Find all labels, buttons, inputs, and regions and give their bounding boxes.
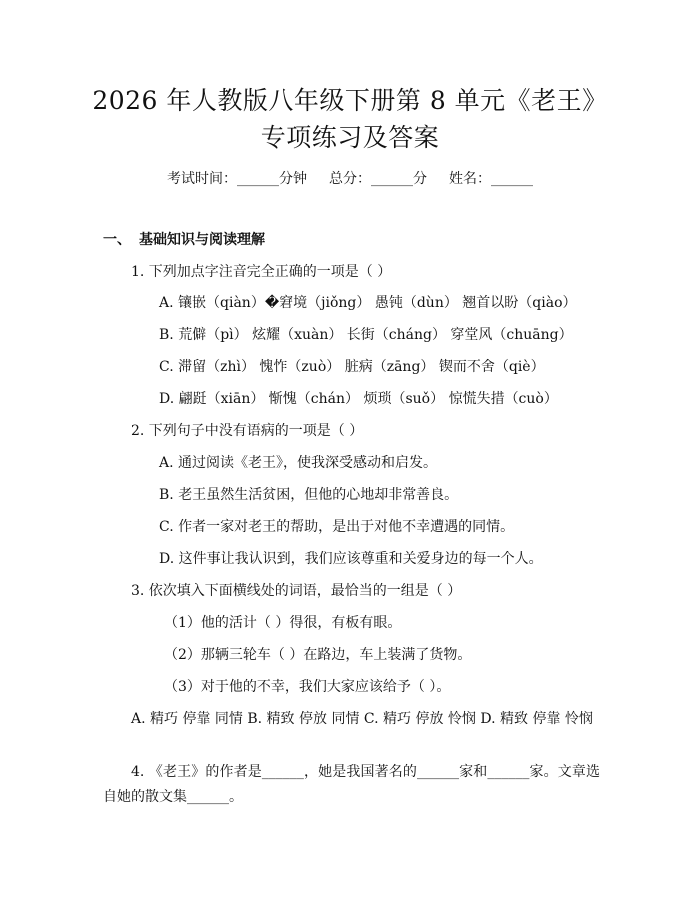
question-1-option-b: B. 荒僻（pì） 炫耀（xuàn） 长街（cháng） 穿堂风（chuāng）	[159, 327, 573, 343]
question-1-stem: 1. 下列加点字注音完全正确的一项是（ ）	[131, 264, 392, 280]
question-3-stem: 3. 依次填入下面横线处的词语，最恰当的一组是（ ）	[131, 583, 462, 599]
question-3-item-3: （3）对于他的不幸，我们大家应该给予（ ）。	[164, 679, 451, 695]
question-2-option-c: C. 作者一家对老王的帮助，是出于对他不幸遭遇的同情。	[159, 519, 515, 535]
section-heading	[103, 230, 265, 250]
exam-time: 考试时间：______分钟	[167, 171, 307, 187]
question-2-stem: 2. 下列句子中没有语病的一项是（ ）	[131, 423, 364, 439]
exam-info	[0, 169, 700, 189]
exam-name: 姓名：______	[449, 171, 533, 187]
question-2-option-a: A. 通过阅读《老王》，使我深受感动和启发。	[159, 455, 438, 471]
section-number: 一、	[103, 232, 131, 248]
question-3-item-2: （2）那辆三轮车（ ）在路边，车上装满了货物。	[164, 647, 472, 663]
question-1-option-d: D. 翩跹（xiān） 惭愧（chán） 烦琐（suǒ） 惊慌失措（cuò）	[159, 391, 558, 407]
question-2-option-b: B. 老王虽然生活贫困，但他的心地却非常善良。	[159, 487, 459, 503]
section-title: 基础知识与阅读理解	[139, 232, 265, 248]
document-title-line2: 专项练习及答案	[260, 123, 440, 152]
question-1-option-c: C. 滞留（zhì） 愧怍（zuò） 脏病（zāng） 锲而不舍（qiè）	[159, 359, 545, 375]
question-4-stem: 4. 《老王》的作者是______，她是我国著名的______家和______家。文章选自她的散文集______。	[103, 764, 600, 805]
question-2-option-d: D. 这件事让我认识到，我们应该尊重和关爱身边的每一个人。	[159, 551, 543, 567]
document-title-line1: 2026 年人教版八年级下册第 8 单元《老王》	[92, 86, 608, 115]
exam-score: 总分：______分	[329, 171, 427, 187]
question-1-option-a: A. 镶嵌（qiàn）�窘境（jiǒng） 愚钝（dùn） 翘首以盼（qiào）	[159, 295, 577, 311]
question-3-item-1: （1）他的活计（ ）得很，有板有眼。	[164, 615, 402, 631]
question-3-options: A. 精巧 停靠 同情 B. 精致 停放 同情 C. 精巧 停放 怜悯 D. 精致 停靠 怜悯	[131, 711, 593, 727]
